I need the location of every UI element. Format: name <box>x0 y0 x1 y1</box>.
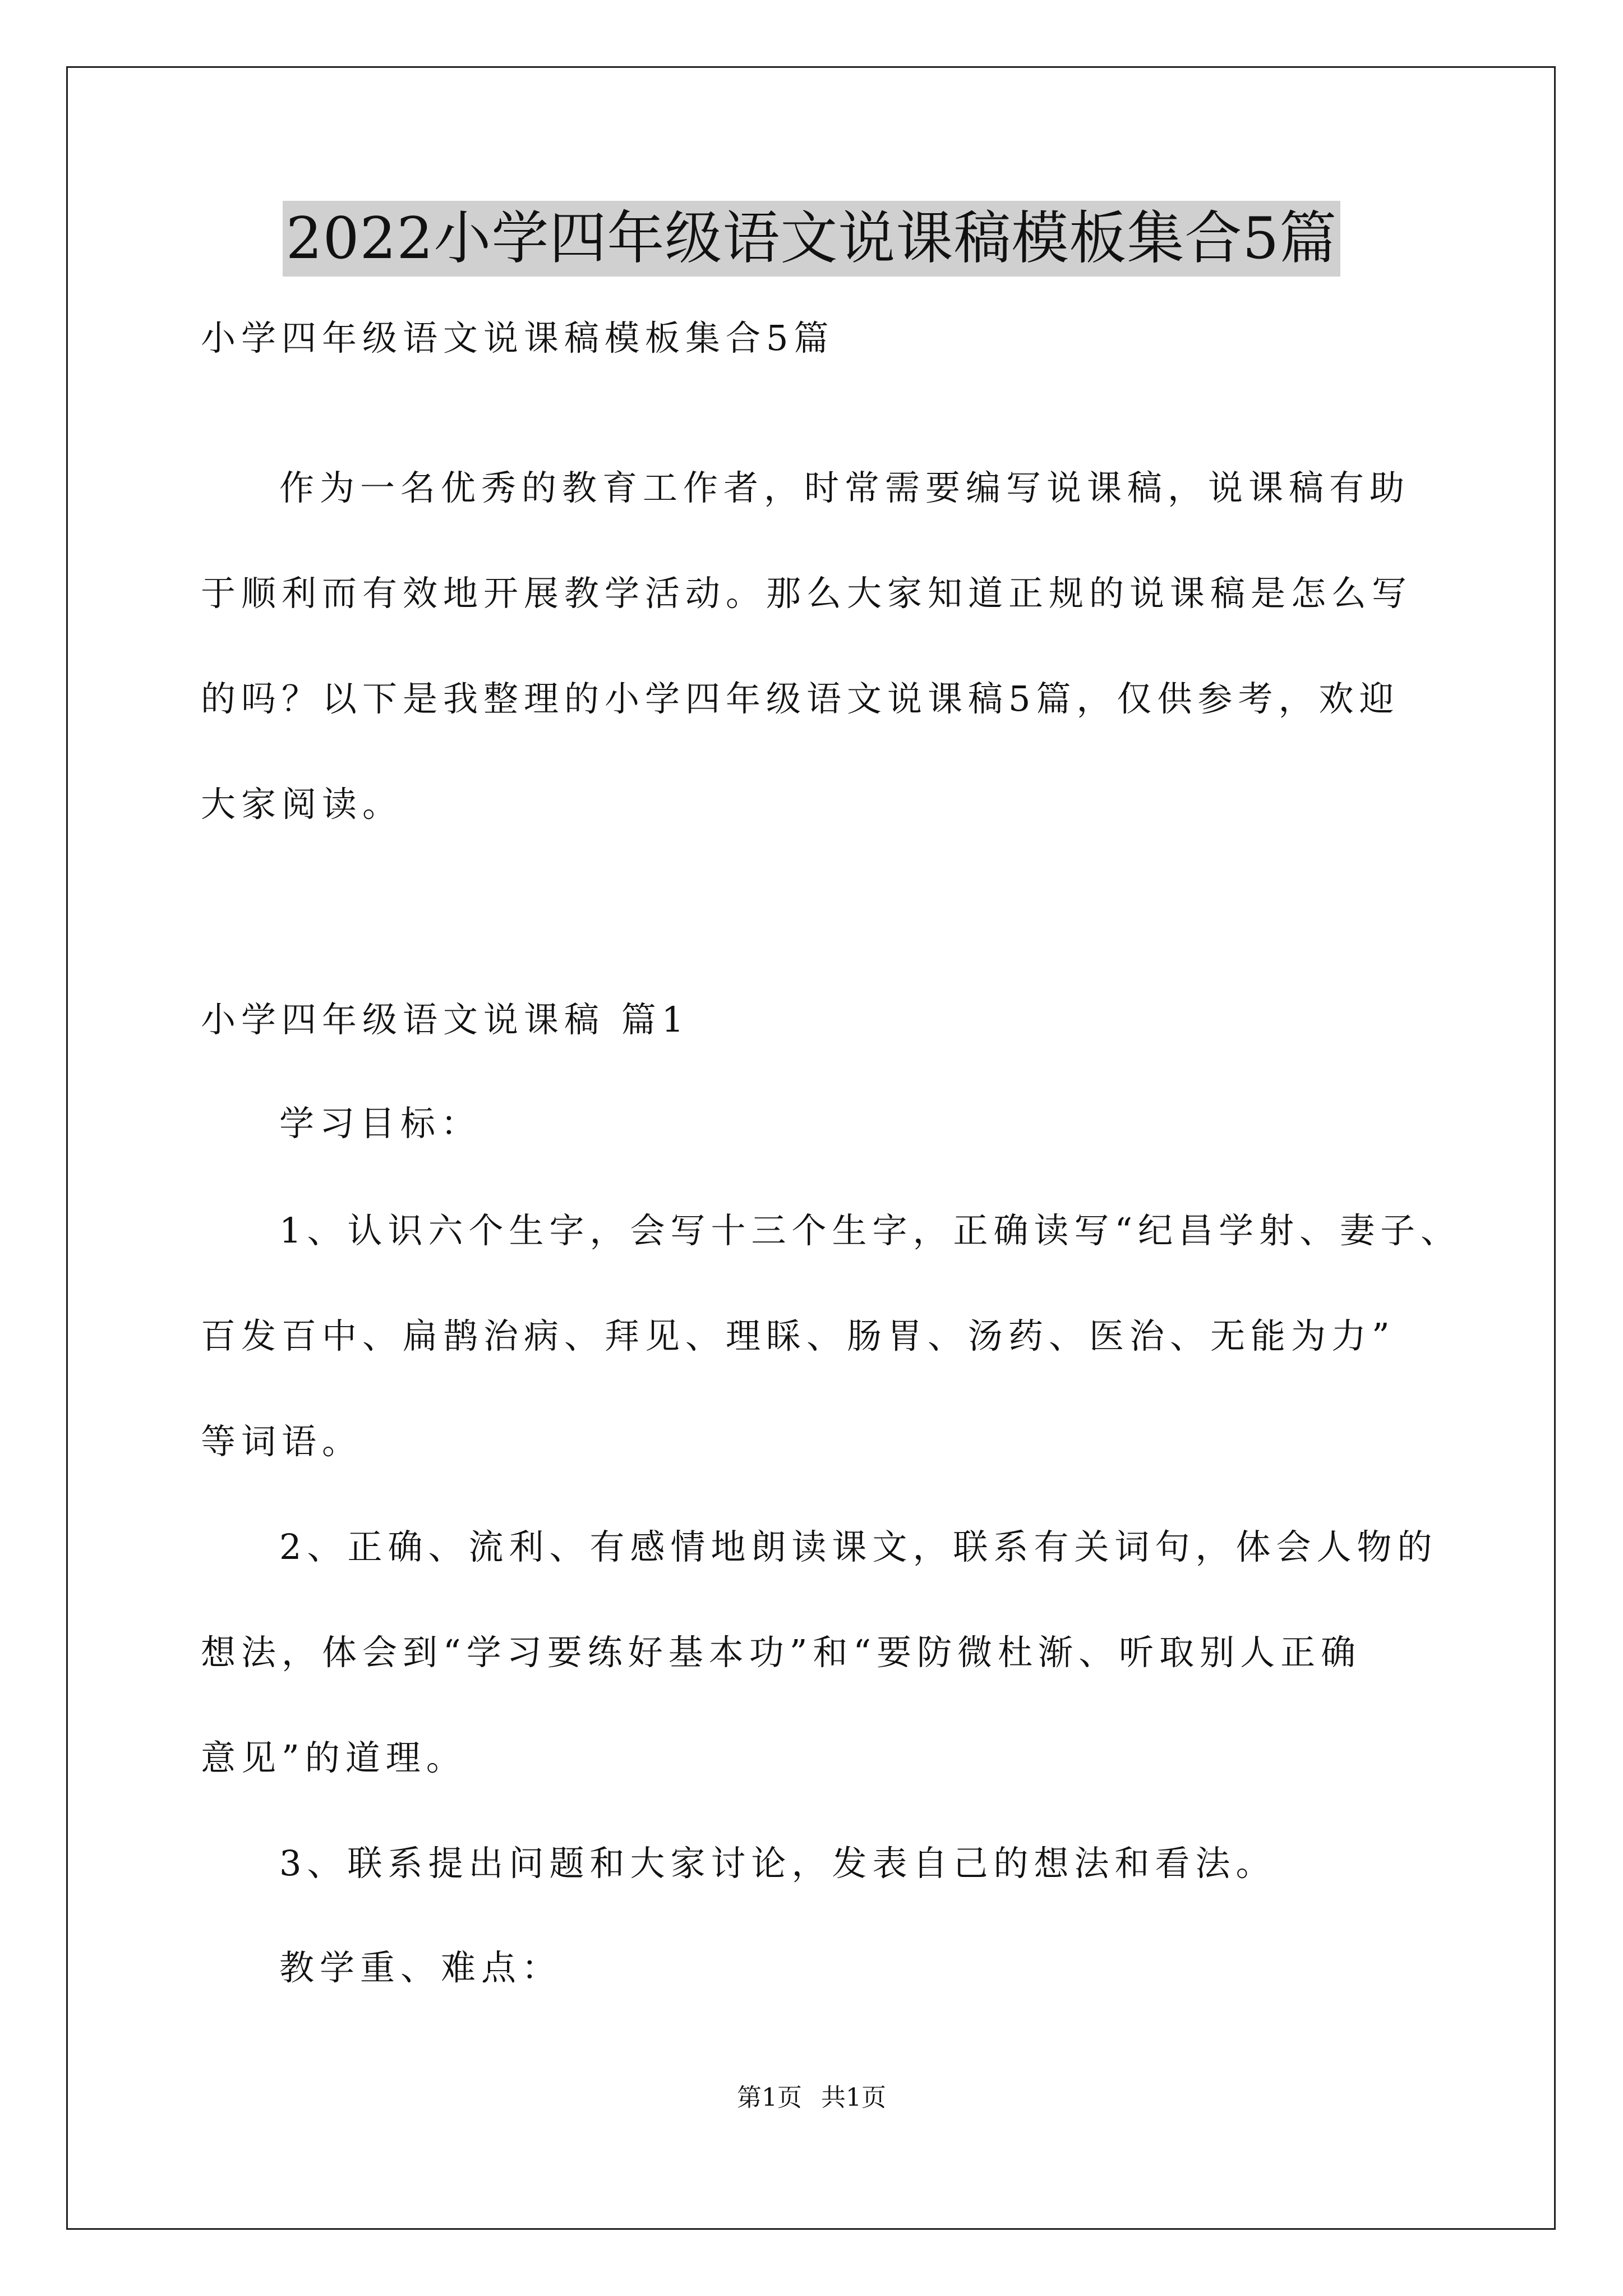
goal2-line-3: 意见”的道理。 <box>201 1737 467 1778</box>
goal1-line-2: 百发百中、扁鹊治病、拜见、理睬、肠胃、汤药、医治、无能为力” <box>201 1315 1395 1356</box>
document-title: 2022小学四年级语文说课稿模板集合5篇 <box>283 201 1340 277</box>
intro-line-3: 的吗？以下是我整理的小学四年级语文说课稿5篇，仅供参考，欢迎 <box>201 678 1400 719</box>
goal3-line: 3、联系提出问题和大家讨论，发表自己的想法和看法。 <box>279 1843 1276 1884</box>
title-container <box>0 201 1623 277</box>
goal2-line-2: 想法，体会到“学习要练好基本功”和“要防微杜渐、听取别人正确 <box>201 1632 1362 1673</box>
page-number: 第1页 <box>737 2083 802 2112</box>
goal2-line-1: 2、正确、流利、有感情地朗读课文，联系有关词句，体会人物的 <box>279 1526 1438 1567</box>
intro-line-1: 作为一名优秀的教育工作者，时常需要编写说课稿，说课稿有助 <box>279 467 1410 508</box>
total-pages: 共1页 <box>821 2083 886 2112</box>
intro-line-4: 大家阅读。 <box>201 784 403 825</box>
document-subtitle: 小学四年级语文说课稿模板集合5篇 <box>201 318 834 358</box>
page-border <box>66 66 1556 2230</box>
goal1-line-1: 1、认识六个生字，会写十三个生字，正确读写“纪昌学射、妻子、 <box>279 1210 1461 1251</box>
page-footer <box>0 2082 1623 2114</box>
goal1-line-3: 等词语。 <box>201 1421 363 1462</box>
section-heading: 小学四年级语文说课稿 篇1 <box>201 999 690 1040</box>
key-points-label: 教学重、难点： <box>279 1947 562 1988</box>
intro-line-2: 于顺利而有效地开展教学活动。那么大家知道正规的说课稿是怎么写 <box>201 573 1413 614</box>
learning-goals-label: 学习目标： <box>279 1103 482 1144</box>
